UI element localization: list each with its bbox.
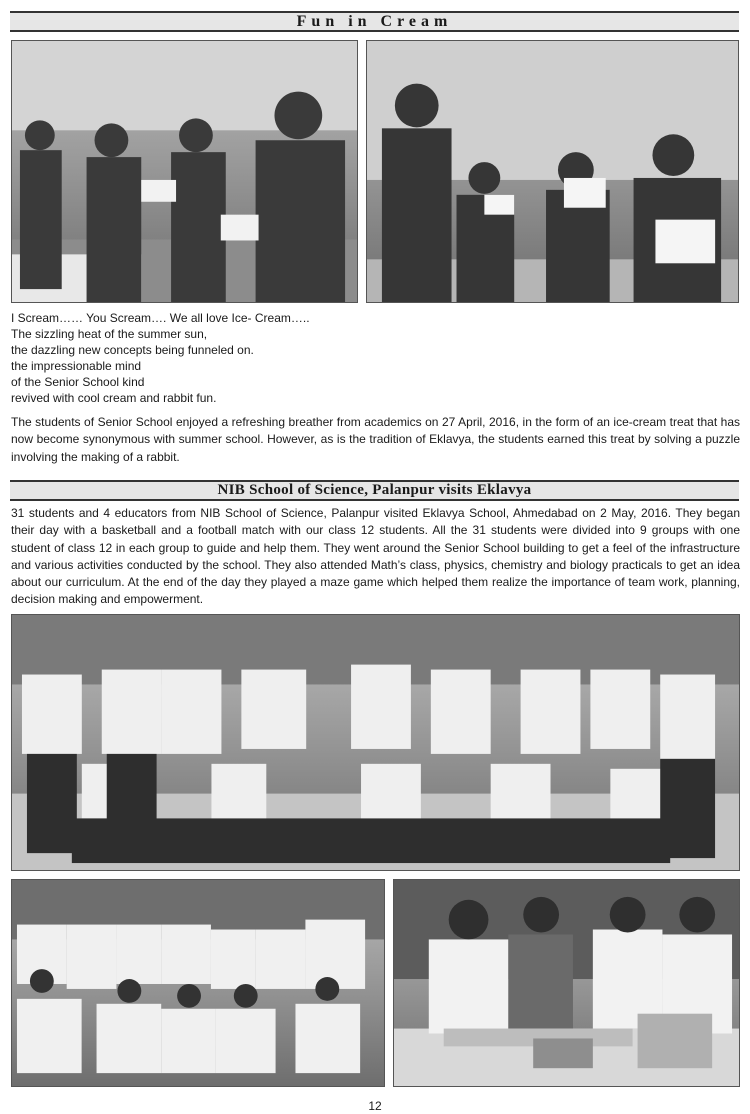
photo-group-visit [11,614,740,871]
section-title-fun-in-cream: Fun in Cream [10,11,739,32]
photo-2-figures [367,41,738,302]
poem-line: The sizzling heat of the summer sun, [11,327,208,341]
ice-cream-paragraph: The students of Senior School enjoyed a refreshing breather from academics on 27 April, 2016, in the form of an ice-cream treat that has now become synonymous with summer school. However, as is the tradition of Eklavya, the students earned this treat by solving a puzzle involving the making of a rabbit. [11,415,740,464]
page-number: 12 [368,1099,382,1113]
photo-students-holding-papers [366,40,739,303]
poem-line: I Scream…… You Scream…. We all love Ice- Cream….. [11,311,310,325]
poem-line: the impressionable mind [11,359,142,373]
section-title-nib-visit: NIB School of Science, Palanpur visits Eklavya [10,480,739,501]
photo-1-figures [12,41,357,302]
photo-3-figures [12,615,739,870]
photo-students-reading-puzzle [11,40,358,303]
photo-4-figures [12,880,384,1086]
photo-girls-group [11,879,385,1087]
ice-cream-poem [11,310,511,406]
photo-physics-lab [393,879,740,1087]
poem-line: revived with cool cream and rabbit fun. [11,391,217,405]
poem-line: the dazzling new concepts being funneled on. [11,343,254,357]
photo-5-figures [394,880,739,1086]
poem-line: of the Senior School kind [11,375,145,389]
nib-visit-paragraph: 31 students and 4 educators from NIB School of Science, Palanpur visited Eklavya School, Ahmedabad on 2 May, 2016. They began their day with a basketball and a football match with our class 12 students. All the 31 students were divided into 9 groups with one student of class 12 in each group to guide and help them. They went around the Senior School building to get a feel of the infrastructure and various activities conducted by the school. They also attended Math’s class, physics, chemistry and biology practicals to get an idea about our curriculum. At the end of the day they played a maze game which helped them realize the importance of team work, planning, decision making and empowerment. [11,506,740,607]
